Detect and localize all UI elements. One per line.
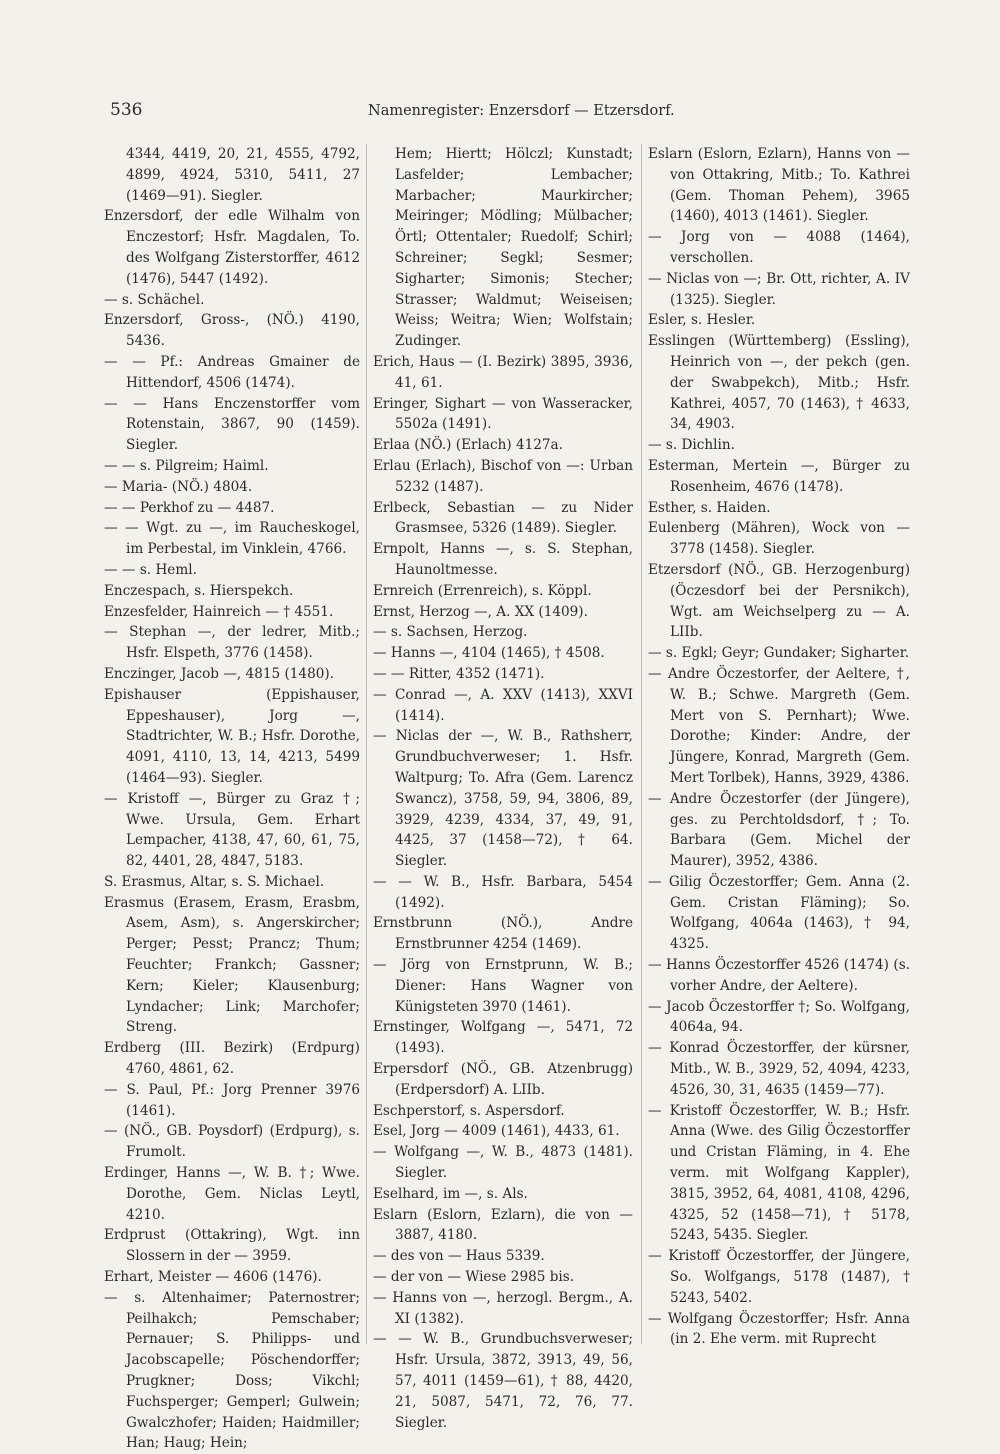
register-entry: Ernreich (Errenreich), s. Köppl. xyxy=(373,582,592,599)
register-entry: Hem; Hiertt; Hölczl; Kunstadt; Lasfelder; Lembacher; Marbacher; Maurkircher; Meiringer; Mödling; Mülbacher; Örtl; Ottentaler; Ruedolf; Schirl; Schreiner; Segkl; Sesmer; Sigharter; Simonis; Stecher; Strasser; Waldmut; Weiseisen; Weiss; Weitra; Wien; Wolfstain; Zudinger. xyxy=(395,146,633,350)
register-entry: Erdberg (III. Bezirk) (Erdpurg) 4760, 4861, 62. xyxy=(104,1040,360,1078)
register-entry: — Hanns von —, herzogl. Bergm., A. XI (1382). xyxy=(373,1289,633,1327)
register-entry: Esslingen (Württemberg) (Essling), Heinrich von —, der pekch (gen. der Swabpekch), Mitb.; Hsfr. Kathrei, 4057, 70 (1463), † 4633, 34, 4903. xyxy=(648,333,910,433)
register-entry: — der von — Wiese 2985 bis. xyxy=(373,1269,575,1286)
register-entry: Eslarn (Eslorn, Ezlarn), die von — 3887, 4180. xyxy=(373,1206,633,1244)
register-entry: Eselhard, im —, s. Als. xyxy=(373,1185,528,1202)
register-entry: — Hanns —, 4104 (1465), † 4508. xyxy=(373,645,605,662)
register-entry: — Wolfgang —, W. B., 4873 (1481). Siegler. xyxy=(373,1144,633,1182)
register-entry: — — W. B., Hsfr. Barbara, 5454 (1492). xyxy=(373,873,633,911)
register-entry: — Konrad Öczestorffer, der kürsner, Mitb., W. B., 3929, 52, 4094, 4233, 4526, 30, 31, 4635 (1459—77). xyxy=(648,1040,910,1098)
register-entry: — s. Altenhaimer; Paternostrer; Peilhakch; Pemschaber; Pernauer; S. Philipps- und Jacobscapelle; Pöschendorffer; Prugkner; Doss; Vikchl; Fuchsperger; Gemperl; Gulwein; Gwalczhofer; Haiden; Haidmiller; Han; Haug; Hein; xyxy=(104,1289,360,1452)
register-entry: — — Pf.: Andreas Gmainer de Hittendorf, 4506 (1474). xyxy=(104,353,360,391)
register-entry: Ernstbrunn (NÖ.), Andre Ernstbrunner 4254 (1469). xyxy=(373,915,633,953)
register-entry: Esterman, Mertein —, Bürger zu Rosenheim, 4676 (1478). xyxy=(648,457,910,495)
register-entry: — — W. B., Grundbuchsverweser; Hsfr. Ursula, 3872, 3913, 49, 56, 57, 4011 (1459—61), † 88, 4420, 21, 5087, 5471, 72, 76, 77. Siegler. xyxy=(373,1331,633,1431)
register-entry: — Niclas der —, W. B., Rathsherr, Grundbuchverweser; 1. Hsfr. Waltpurg; To. Afra (Gem. Larencz Swancz), 3758, 59, 94, 3806, 89, 3929, 4239, 4334, 37, 49, 91, 4425, 37 (1458—72), † 64. Siegler. xyxy=(373,728,633,870)
register-entry: — Jörg von Ernstprunn, W. B.; Diener: Hans Wagner von Künigsteten 3970 (1461). xyxy=(373,957,633,1015)
register-entry: — Niclas von —; Br. Ott, richter, A. IV (1325). Siegler. xyxy=(648,270,910,308)
register-entry: Erdinger, Hanns —, W. B. †; Wwe. Dorothe, Gem. Niclas Leytl, 4210. xyxy=(104,1165,360,1223)
register-entry: Enczespach, s. Hierspekch. xyxy=(104,582,294,599)
column-right xyxy=(648,144,910,1350)
register-entry: Erdprust (Ottakring), Wgt. inn Slossern in der — 3959. xyxy=(104,1227,360,1265)
register-entry: — — Wgt. zu —, im Raucheskogel, im Perbestal, im Vinklein, 4766. xyxy=(104,520,360,558)
register-entry: Enczinger, Jacob —, 4815 (1480). xyxy=(104,665,334,682)
register-entry: — S. Paul, Pf.: Jorg Prenner 3976 (1461). xyxy=(104,1081,360,1119)
register-entry: Erpersdorf (NÖ., GB. Atzenbrugg) (Erdpersdorf) A. LIIb. xyxy=(373,1061,633,1098)
register-entry: — s. Egkl; Geyr; Gundaker; Sigharter. xyxy=(648,645,910,662)
register-entry: Eschperstorf, s. Aspersdorf. xyxy=(373,1102,565,1119)
register-entry: — — s. Heml. xyxy=(104,561,197,578)
column-divider xyxy=(641,144,642,1344)
page-number: 536 xyxy=(110,100,143,120)
register-entry: — s. Sachsen, Herzog. xyxy=(373,624,528,641)
register-entry: Erhart, Meister — 4606 (1476). xyxy=(104,1269,322,1286)
register-entry: — des von — Haus 5339. xyxy=(373,1248,545,1265)
register-entry: — Hanns Öczestorffer 4526 (1474) (s. vorher Andre, der Aeltere). xyxy=(648,957,910,994)
register-entry: — Andre Öczestorfer, der Aeltere, †, W. B.; Schwe. Margreth (Gem. Mert von S. Pernhart); Wwe. Dorothe; Kinder: Andre, der Jüngere, Konrad, Margreth (Gem. Mert Torlbek), Hanns, 3929, 4386. xyxy=(648,665,910,786)
register-entry: Enzersdorf, der edle Wilhalm von Enczestorf; Hsfr. Magdalen, To. des Wolfgang Zisterstorffer, 4612 (1476), 5447 (1492). xyxy=(104,208,360,287)
register-entry: Esel, Jorg — 4009 (1461), 4433, 61. xyxy=(373,1123,620,1140)
register-entry: S. Erasmus, Altar, s. S. Michael. xyxy=(104,873,325,890)
register-entry: — Wolfgang Öczestorffer; Hsfr. Anna (in 2. Ehe verm. mit Ruprecht xyxy=(648,1310,910,1348)
register-entry: Ernpolt, Hanns —, s. S. Stephan, Haunoltmesse. xyxy=(373,541,633,578)
register-entry: — Stephan —, der ledrer, Mitb.; Hsfr. Elspeth, 3776 (1458). xyxy=(104,624,360,662)
register-entry: — — Perkhof zu — 4487. xyxy=(104,499,275,516)
register-entry: — — Hans Enczenstorffer vom Rotenstain, 3867, 90 (1459). Siegler. xyxy=(104,395,360,454)
register-entry: 4344, 4419, 20, 21, 4555, 4792, 4899, 4924, 5310, 5411, 27 (1469—91). Siegler. xyxy=(126,146,360,204)
register-entry: — s. Dichlin. xyxy=(648,437,735,454)
register-entry: — — s. Pilgreim; Haiml. xyxy=(104,457,269,474)
column-divider xyxy=(366,144,367,1344)
register-entry: — Kristoff —, Bürger zu Graz †; Wwe. Ursula, Gem. Erhart Lempacher, 4138, 47, 60, 61, 75, 82, 4401, 28, 4847, 5183. xyxy=(104,790,360,870)
register-entry: Ernstinger, Wolfgang —, 5471, 72 (1493). xyxy=(373,1019,633,1057)
register-entry: Enzesfelder, Hainreich — † 4551. xyxy=(104,603,334,620)
register-entry: Eringer, Sighart — von Wasseracker, 5502a (1491). xyxy=(373,395,633,433)
register-entry: Eulenberg (Mähren), Wock von — 3778 (1458). Siegler. xyxy=(648,520,910,558)
register-entry: — Andre Öczestorfer (der Jüngere), ges. zu Perchtoldsdorf, †; To. Barbara (Gem. Michel der Maurer), 3952, 4386. xyxy=(648,790,910,870)
register-entry: — Kristoff Öczestorffer, W. B.; Hsfr. Anna (Wwe. des Gilig Öczestorffer und Cristan Fläming, in 4. Ehe verm. mit Wolfgang Kappler), 3815, 3952, 64, 4081, 4108, 4296, 4325, 52 (1458—71), † 5178, 5243, 5435. Siegler. xyxy=(648,1102,910,1244)
register-entry: — s. Schächel. xyxy=(104,291,205,308)
register-entry: Ernst, Herzog —, A. XX (1409). xyxy=(373,603,588,620)
register-entry: Etzersdorf (NÖ., GB. Herzogenburg) (Öczesdorf bei der Persnikch), Wgt. am Weichselperg zu — A. LIIb. xyxy=(648,561,910,641)
register-entry: — Kristoff Öczestorffer, der Jüngere, So. Wolfgangs, 5178 (1487), † 5243, 5402. xyxy=(648,1248,910,1306)
register-entry: Erasmus (Erasem, Erasm, Erasbm, Asem, Asm), s. Angerskircher; Perger; Pesst; Prancz; Thum; Feuchter; Frankch; Gassner; Kern; Kieler; Klausenburg; Lyndacher; Link; Marchofer; Streng. xyxy=(104,894,360,1036)
register-entry: — (NÖ., GB. Poysdorf) (Erdpurg), s. Frumolt. xyxy=(104,1123,360,1161)
register-entry: Esther, s. Haiden. xyxy=(648,499,771,516)
register-entry: Epishauser (Eppishauser, Eppeshauser), Jorg —, Stadtrichter, W. B.; Hsfr. Dorothe, 4091, 4110, 13, 14, 4213, 5499 (1464—93). Siegler. xyxy=(104,686,360,786)
register-entry: Erlau (Erlach), Bischof von —: Urban 5232 (1487). xyxy=(373,457,633,495)
column-left xyxy=(104,144,360,1454)
register-entry: — Maria- (NÖ.) 4804. xyxy=(104,478,253,495)
register-entry: Esler, s. Hesler. xyxy=(648,312,756,329)
register-entry: — Jorg von — 4088 (1464), verschollen. xyxy=(648,229,910,266)
register-entry: — Gilig Öczestorffer; Gem. Anna (2. Gem. Cristan Fläming); So. Wolfgang, 4064a (1463), † 94, 4325. xyxy=(648,873,910,953)
register-entry: Erich, Haus — (I. Bezirk) 3895, 3936, 41, 61. xyxy=(373,353,633,391)
column-middle xyxy=(373,144,633,1433)
register-entry: — — Ritter, 4352 (1471). xyxy=(373,665,545,682)
register-entry: — Conrad —, A. XXV (1413), XXVI (1414). xyxy=(373,686,633,724)
register-entry: Erlaa (NÖ.) (Erlach) 4127a. xyxy=(373,437,563,454)
register-entry: — Jacob Öczestorffer †; So. Wolfgang, 4064a, 94. xyxy=(648,998,910,1036)
register-entry: Erlbeck, Sebastian — zu Nider Grasmsee, 5326 (1489). Siegler. xyxy=(373,499,633,537)
register-entry: Eslarn (Eslorn, Ezlarn), Hanns von — von Ottakring, Mitb.; To. Kathrei (Gem. Thoman Pehem), 3965 (1460), 4013 (1461). Siegler. xyxy=(648,146,910,225)
running-title: Namenregister: Enzersdorf — Etzersdorf. xyxy=(368,103,675,119)
register-entry: Enzersdorf, Gross-, (NÖ.) 4190, 5436. xyxy=(104,312,360,350)
